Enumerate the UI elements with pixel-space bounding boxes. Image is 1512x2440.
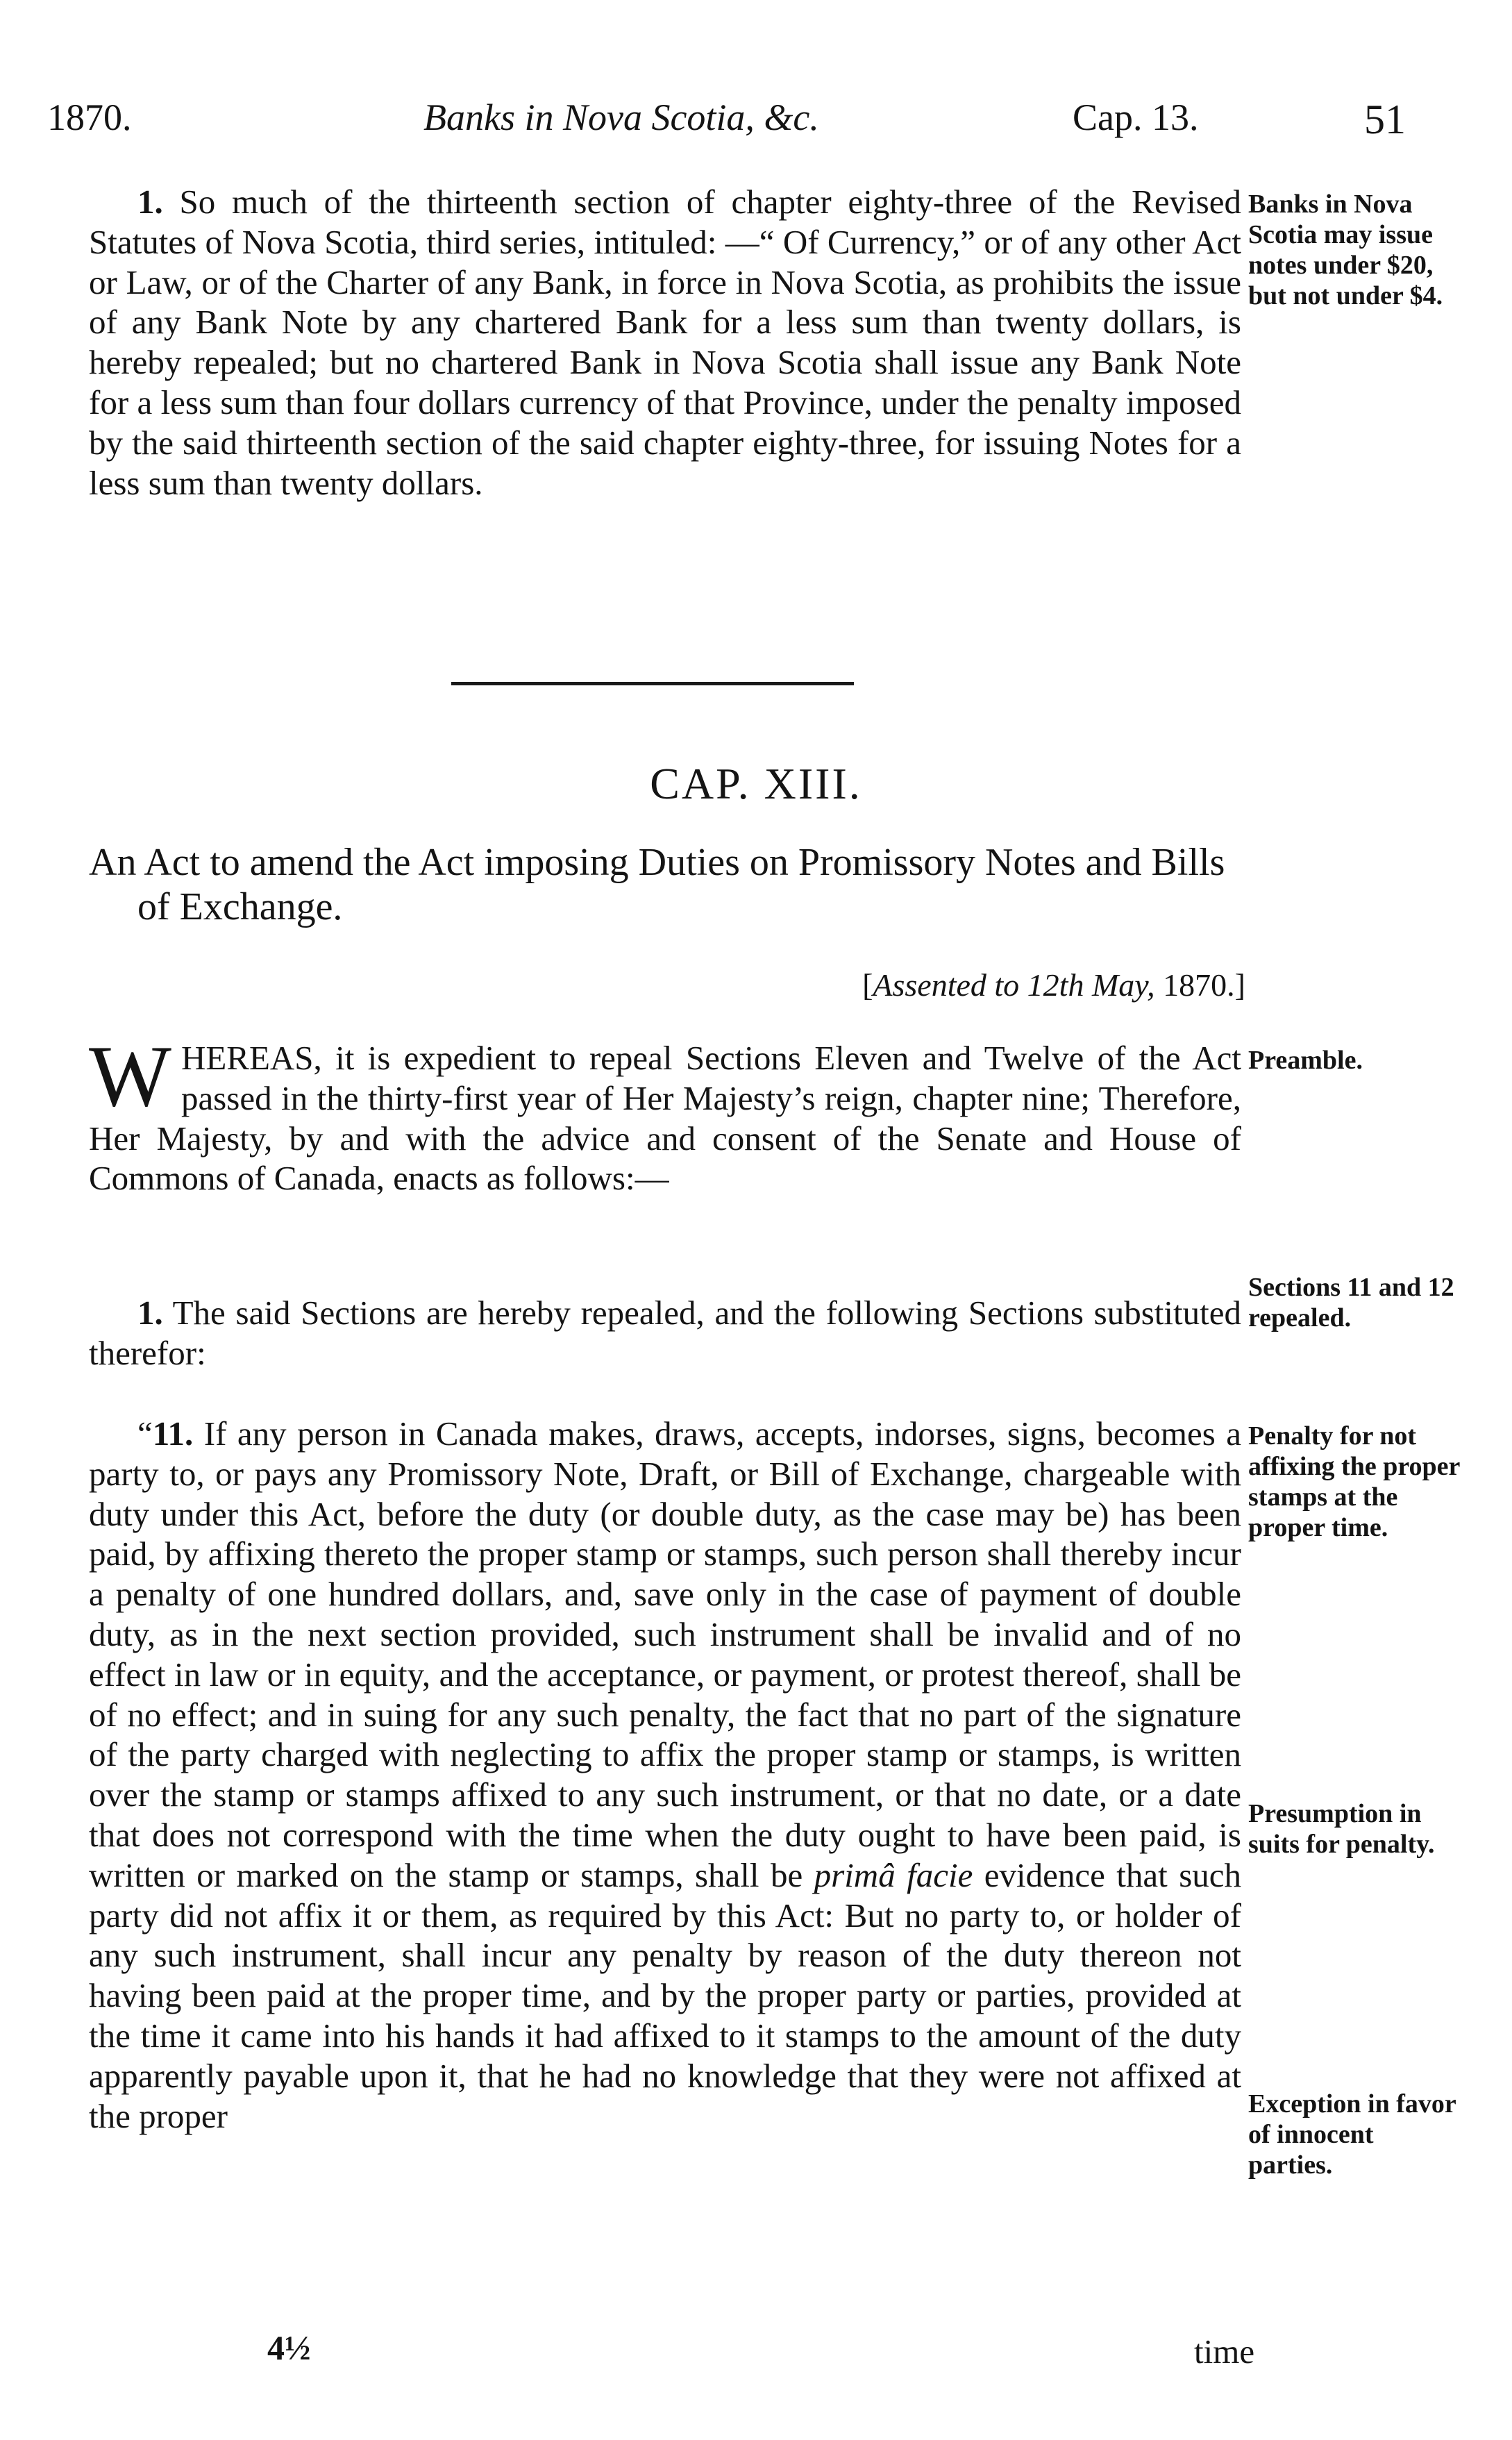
act-title-text: An Act to amend the Act imposing Duties on Promissory Notes and Bills of Exchange.: [89, 841, 1225, 928]
section-1: [89, 1293, 1241, 1373]
signature-mark: 4½: [267, 2328, 311, 2367]
margin-note-preamble: Preamble.: [1248, 1046, 1363, 1075]
section-11-quote: “: [137, 1414, 153, 1453]
prev-section-1: [89, 182, 1241, 503]
section-1-text: The said Sections are hereby repealed, and the following Sections substituted therefor:: [89, 1294, 1241, 1372]
preamble-text: HEREAS, it is expedient to repeal Sections Eleven and Twelve of the Act passed in the thirty-first year of Her Majesty’s reign, chapter nine; Therefore, Her Majesty, by and with the advice and consent of the Senate and House of Commons of Canada, enacts as follows:—: [89, 1039, 1241, 1198]
prev-section-text: So much of the thirteenth section of chapter eighty-three of the Revised Statutes of Nova Scotia, third series, intituled: —“ Of Currency,” or of any other Act or Law, or of the Charter of any Bank, in force in Nova Scotia, as prohibits the issue of any Bank Note by any chartered Bank for a less sum than twenty dollars, is hereby repealed; but no chartered Bank in Nova Scotia shall issue any Bank Note for a less sum than four dollars currency of that Province, under the penalty imposed by the said thirteenth section of the said chapter eighty-three, for issuing Notes for a less sum than twenty dollars.: [89, 183, 1241, 502]
catchword: time: [1194, 2332, 1255, 2371]
margin-note-penalty: Penalty for not affixing the proper stamps at the proper time.: [1248, 1421, 1460, 1542]
preamble: [89, 1028, 1241, 1198]
section-11: [89, 1414, 1241, 2136]
assented-date: Assented to 12th May,: [873, 967, 1155, 1003]
margin-note-presumption: Presumption in suits for penalty.: [1248, 1799, 1435, 1859]
prev-section-number: 1.: [137, 183, 163, 221]
margin-note-exception: Exception in favor of innocent parties.: [1248, 2089, 1456, 2180]
act-title: [89, 840, 1241, 929]
section-11-text-a: If any person in Canada makes, draws, accepts, indorses, signs, becomes a party to, or pays any Promissory Note, Draft, or Bill of Exchange, chargeable with duty under this Act, before the duty (or double duty, as the case may be) has been paid, by affixing thereto the proper stamp or stamps, such person shall thereby incur a penalty of one hundred dollars, and, save only in the case of payment of double duty, as in the next section provided, such instrument shall be invalid and of no effect in law or in equity, and the acceptance, or payment, or protest thereof, shall be of no effect; and in suing for any such penalty, the fact that no part of the signature of the party charged with neglecting to affix the proper stamp or stamps, is written over the stamp or stamps affixed to any such instrument, or that no date, or a date that does not correspond with the time when the duty ought to have been paid, is written or marked on the stamp or stamps, shall be: [89, 1414, 1241, 1894]
header-title: Banks in Nova Scotia, &c.: [423, 97, 819, 138]
assented-line: [Assented to 12th May, 1870.]: [862, 967, 1245, 1003]
header-chapter: Cap. 13.: [1073, 97, 1199, 138]
section-11-number: 11.: [152, 1414, 194, 1453]
margin-note-banks: Banks in Nova Scotia may issue notes under $20, but not under $4.: [1248, 190, 1443, 310]
cap-heading: CAP. XIII.: [650, 759, 862, 808]
preamble-dropcap: W: [89, 1028, 171, 1125]
page-number: 51: [1364, 97, 1406, 142]
section-11-text-b: evidence that such party did not affix it or them, as required by this Act: But no party to, or holder of any such instrument, shall incur any penalty by reason of the duty thereon not having been paid at the proper time, and by the proper party or parties, provided at the time it came into his hands it had affixed to it stamps to the amount of the duty apparently payable upon it, that he had no knowledge that they were not affixed at the proper: [89, 1855, 1242, 2135]
section-11-italic: primâ facie: [814, 1855, 973, 1894]
margin-note-repealed: Sections 11 and 12 repealed.: [1248, 1273, 1454, 1332]
assented-year: 1870.: [1163, 967, 1235, 1003]
section-divider: [451, 682, 854, 685]
section-1-number: 1.: [137, 1294, 163, 1332]
running-header: [0, 96, 1512, 144]
header-year: 1870.: [47, 97, 132, 138]
